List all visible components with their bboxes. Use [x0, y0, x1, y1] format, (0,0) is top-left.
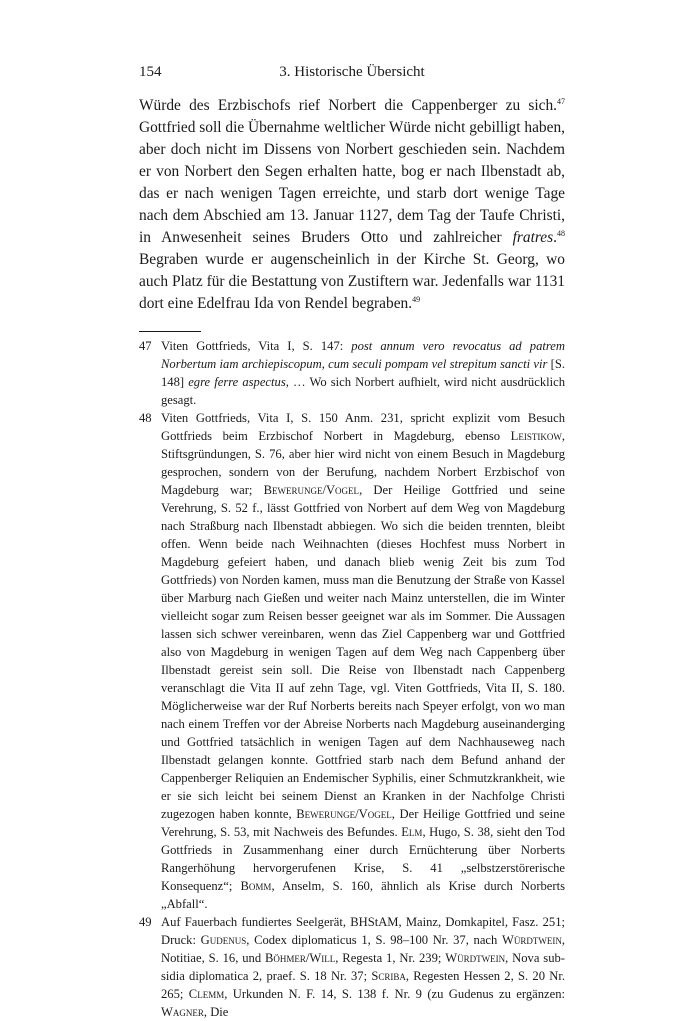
chapter-title: 3. Historische Übersicht [279, 64, 425, 80]
footnote-segment: , Notitiae, S. 16, und [161, 933, 565, 965]
author-name: Clemm [188, 987, 225, 1001]
footnote-text [161, 913, 565, 1021]
body-paragraph [139, 95, 565, 315]
footnote-segment: , Nova subsidia diplomatica 2, praef. S. 18 Nr. 37; [161, 951, 565, 983]
footnote-segment: , Regesta 1, Nr. 239; [335, 951, 446, 965]
body-text-segment: Würde des Erzbischofs rief Norbert die Cappenberger zu sich. [139, 97, 557, 114]
body-text-segment: Begraben wurde er augenscheinlich in der Kirche St. Georg, wo auch Platz für die Bestattung von Zustiftern war. Jedenfalls war 1131 dort eine Edelfrau Ida von Rendel begraben. [139, 251, 565, 312]
footnote-ref-49[interactable]: 49 [412, 295, 421, 304]
footnote-ref-47[interactable]: 47 [557, 97, 565, 106]
page-number: 154 [139, 64, 162, 80]
author-name: Würdtwein [445, 951, 506, 965]
footnote-49 [139, 913, 565, 1021]
footnote-segment: , Stiftsgründungen, S. 76, aber hier wird nicht von einem Besuch in Magdeburg gesprochen, sondern von der Berufung, nachdem Norbert Erzbischof von Magdeburg war; [161, 429, 565, 497]
running-head [139, 62, 565, 84]
footnote-segment: , Codex diplomaticus 1, S. 98–100 Nr. 37, nach [246, 933, 502, 947]
footnote-segment: , Regesten Hessen 2, S. 20 Nr. 265; [161, 969, 565, 1001]
author-name: Bewerunge/Vogel [296, 807, 392, 821]
footnote-quote: post annum vero revocatus ad patrem Norbertum iam archiepiscopum, cum seculi pompam vel strepitum sancti vir [161, 339, 565, 371]
footnotes [139, 337, 565, 1021]
footnote-segment: , Urkunden N. F. 14, S. 138 f. Nr. 9 (zu Gudenus zu ergänzen: [224, 987, 565, 1001]
author-name: Böhmer/Will [265, 951, 336, 965]
footnote-number: 47 [139, 339, 152, 353]
footnote-quote: egre ferre aspectus [188, 375, 286, 389]
book-page [139, 62, 565, 1021]
footnote-segment: , Anselm, S. 160, ähnlich als Krise durch Norberts „Abfall“. [161, 879, 565, 911]
footnote-separator [139, 331, 201, 332]
footnote-ref-48[interactable]: 48 [557, 229, 565, 238]
footnote-segment: , Die [203, 1005, 229, 1019]
author-name: Gudenus [200, 933, 247, 947]
footnote-number: 49 [139, 915, 152, 929]
footnote-segment: Viten Gottfrieds, Vita I, S. 150 Anm. 231, spricht explizit vom Besuch Gottfrieds beim Erzbischof Norbert in Magdeburg, ebenso [161, 411, 565, 443]
footnote-segment: Auf Fauerbach fundiertes Seelgerät, BHStAM, Mainz, Domkapitel, Fasz. 251; Druck: [161, 915, 565, 947]
body-text-segment: . [553, 229, 557, 246]
author-name: Bomm [240, 879, 272, 893]
author-name: Wagner [161, 1005, 204, 1019]
body-text-segment: Gottfried soll die Übernahme weltlicher Würde nicht gebilligt haben, aber doch nicht im Dissens von Norbert geschieden sein. Nachdem er von Norbert den Segen erhalten hatte, bog er nach Ilbenstadt ab, das er nach wenigen Tagen erreichte, und starb dort wenige Tage nach dem Abschied am 13. Januar 1127, dem Tag der Taufe Christi, in Anwesenheit seines Bruders Otto und zahlreicher [139, 119, 565, 246]
author-name: Würdtwein [501, 933, 562, 947]
footnote-segment: [S. 148] [161, 357, 565, 389]
footnote-47 [139, 337, 565, 409]
footnote-48 [139, 409, 565, 913]
footnote-text [161, 409, 565, 913]
author-name: Leistikow [510, 429, 562, 443]
footnote-segment: Viten Gottfrieds, Vita I, S. 147: [161, 339, 352, 353]
footnote-number: 48 [139, 411, 152, 425]
author-name: Elm [401, 825, 423, 839]
footnote-segment: , Hugo, S. 38, sieht den Tod Gottfrieds in Zusammenhang einer durch Ernüchterung über Norberts Rangerhöhung hervorgerufenen Krise, S. 41 „selbstzerstörerische Konsequenz“; [161, 825, 565, 893]
body-text-italic: fratres [512, 229, 554, 246]
footnote-segment: , Der Heilige Gottfried und seine Verehrung, S. 53, mit Nachweis des Befundes. [161, 807, 565, 839]
author-name: Bewerunge/Vogel [263, 483, 360, 497]
author-name: Scriba [371, 969, 406, 983]
footnote-segment: , Der Heilige Gottfried und seine Verehrung, S. 52 f., lässt Gottfried von Norbert auf dem Weg von Magdeburg nach Straßburg nach Ilbenstadt abbiegen. Wo sich die beiden trennten, bleibt offen. Wenn beide nach Weihnachten (dieses Hochfest muss Norbert in Magdeburg gefeiert haben, und danach blieb wenig Zeit bis zum Tod Gottfrieds) von Norden kamen, muss man die Benutzung der Straße von Kassel über Marburg nach Gießen und weiter nach Mainz unterstellen, die im Winter vielleicht sogar zum Reisen besser geeignet war als im Sommer. Die Aussagen lassen sich schwer vereinbaren, wenn das Ziel Cappenberg war und Gottfried also von Magdeburg in wenigen Tagen auf dem Weg nach Cappenberg über Ilbenstadt gereist sein soll. Die Reise von Ilbenstadt nach Cappenberg veranschlagt die Vita II auf zehn Tage, vgl. Viten Gottfrieds, Vita II, S. 180. Möglicherweise war der Ruf Norberts bereits nach Speyer erfolgt, von wo man nach einem Treffen vor der Abreise Norberts nach Magdeburg auseinanderging und Gottfried tatsächlich in wenigen Tagen auf dem Nachhauseweg nach Ilbenstadt gelangen konnte. Gottfried starb nach dem Befund anhand der Cappenberger Reliquien an Endemischer Syphilis, einer Schmutzkrankheit, wie er sie sich leicht bei seinem Dienst an Kranken in der Nachfolge Christi zugezogen haben konnte, [161, 483, 565, 821]
footnote-segment: , … Wo sich Norbert aufhielt, wird nicht ausdrücklich gesagt. [161, 375, 566, 407]
footnote-text [161, 337, 565, 409]
